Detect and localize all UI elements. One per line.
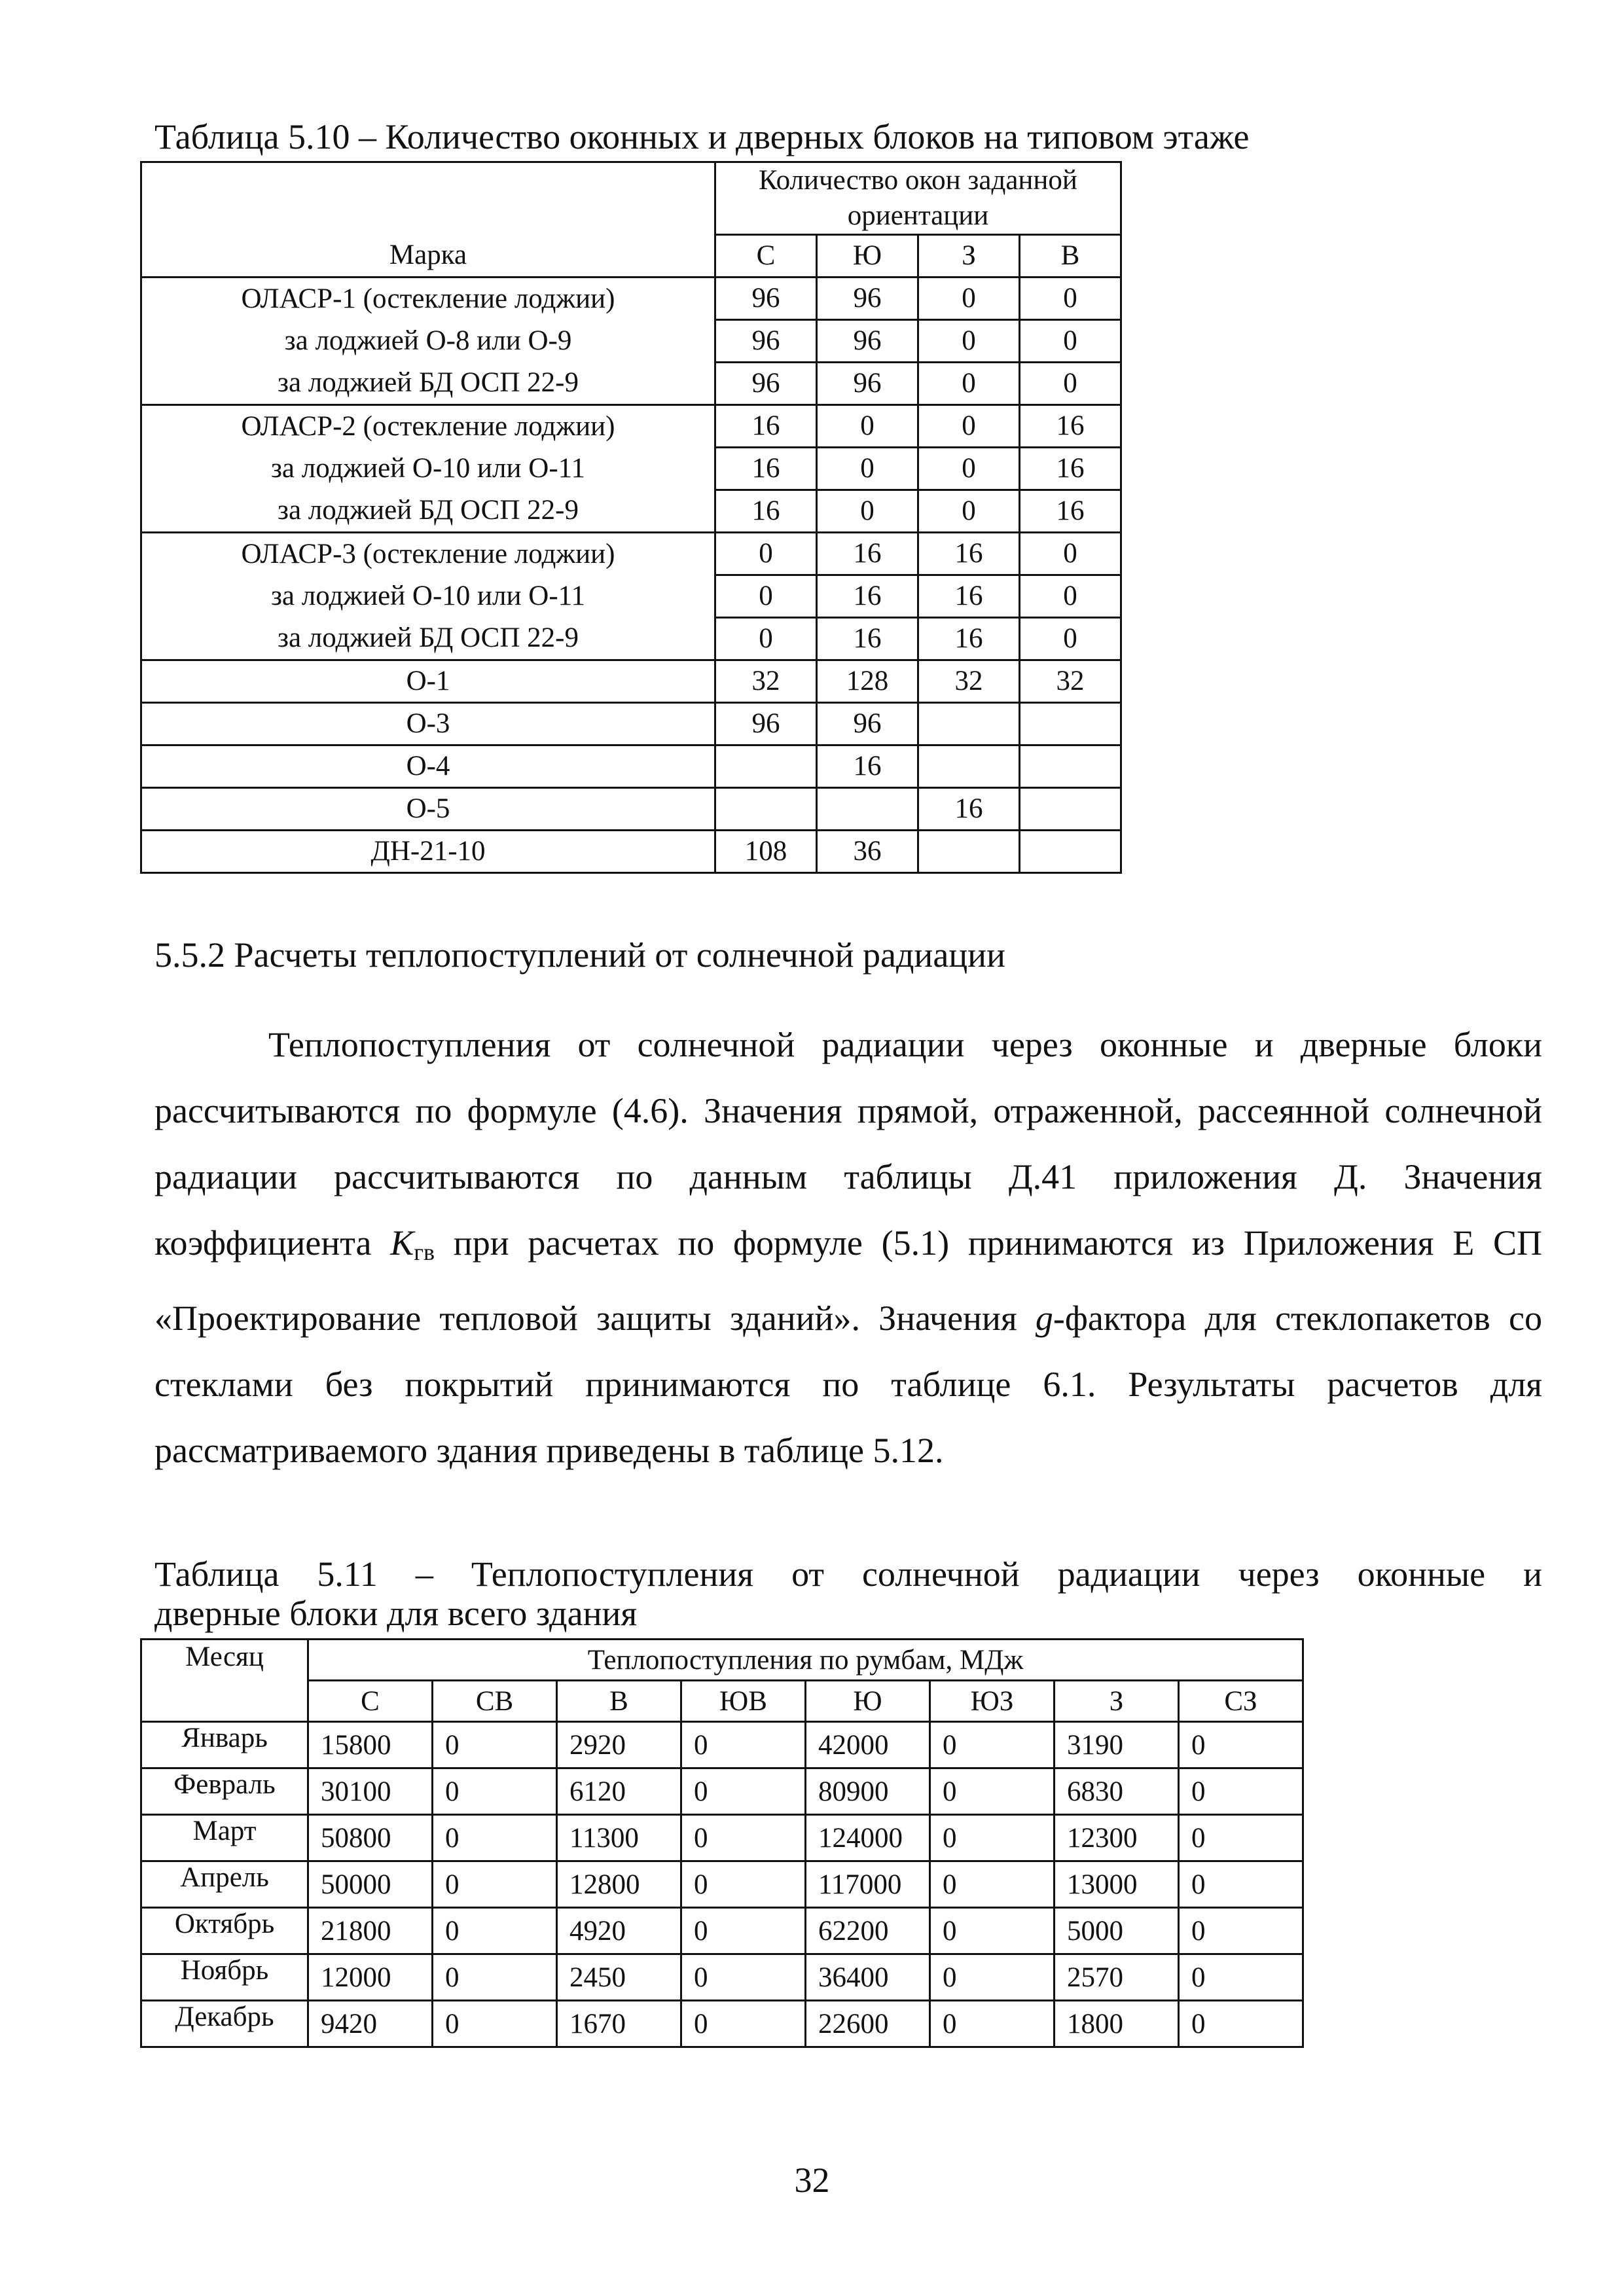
count-cell: 108 xyxy=(715,830,817,872)
table-row xyxy=(141,447,1121,490)
count-cell: 32 xyxy=(715,660,817,702)
heat-gain-cell: 2570 xyxy=(1055,1954,1179,2001)
mark-cell: ОЛАСР-1 (остекление лоджии) xyxy=(141,277,715,319)
count-cell: 16 xyxy=(817,532,918,575)
heat-gain-cell: 0 xyxy=(433,1954,557,2001)
table-row xyxy=(141,277,1121,319)
heat-gain-cell: 0 xyxy=(681,1722,806,1768)
heat-gain-cell: 2920 xyxy=(557,1722,681,1768)
heat-gain-cell: 0 xyxy=(1179,1954,1303,2001)
table-row xyxy=(141,830,1121,872)
table-5-11-caption-line1: Таблица 5.11 – Теплопоступления от солнечной радиации через оконные и xyxy=(154,1554,1542,1594)
count-cell: 16 xyxy=(918,787,1020,830)
count-cell: 96 xyxy=(817,319,918,362)
heat-gain-cell: 1800 xyxy=(1055,2001,1179,2047)
direction-header: ЮВ xyxy=(681,1681,806,1722)
heat-gain-cell: 0 xyxy=(433,1722,557,1768)
count-cell: 16 xyxy=(918,617,1020,660)
heat-gain-cell: 0 xyxy=(433,1861,557,1908)
heat-gain-cell: 50000 xyxy=(308,1861,433,1908)
count-cell xyxy=(715,787,817,830)
count-cell: 36 xyxy=(817,830,918,872)
direction-header: СЗ xyxy=(1179,1681,1303,1722)
table-row xyxy=(141,745,1121,787)
paragraph-text: при расчетах по формуле (5.1) принимаются из Приложения Е СП «Проектирование тепловой защиты зданий». Значения xyxy=(154,1223,1542,1338)
body-paragraph xyxy=(154,1012,1542,1484)
heat-gain-cell: 0 xyxy=(1179,1768,1303,1815)
table-row xyxy=(141,575,1121,617)
heat-gain-cell: 0 xyxy=(681,2001,806,2047)
empty-header-cell xyxy=(141,162,715,235)
paragraph-text: -фактора для стеклопакетов со стеклами без покрытий принимаются по таблице 6.1. Результаты расчетов для рассматриваемого здания приведены в таблице 5.12. xyxy=(154,1299,1542,1470)
heat-gain-cell: 12000 xyxy=(308,1954,433,2001)
table-row xyxy=(141,1861,1303,1908)
heat-gain-cell: 0 xyxy=(930,1861,1055,1908)
count-cell: 32 xyxy=(1020,660,1121,702)
section-heading: 5.5.2 Расчеты теплопоступлений от солнечной радиации xyxy=(154,935,1005,975)
direction-header: ЮЗ xyxy=(930,1681,1055,1722)
heat-gain-cell: 6120 xyxy=(557,1768,681,1815)
mark-cell: О-5 xyxy=(141,787,715,830)
heat-gain-cell: 0 xyxy=(433,1768,557,1815)
heat-gain-cell: 0 xyxy=(1179,1908,1303,1954)
heat-gain-cell: 1670 xyxy=(557,2001,681,2047)
heat-gain-cell: 36400 xyxy=(806,1954,930,2001)
heat-gain-cell: 0 xyxy=(1179,1815,1303,1861)
count-cell: 0 xyxy=(1020,362,1121,404)
count-cell xyxy=(918,702,1020,745)
mark-cell: ОЛАСР-2 (остекление лоджии) xyxy=(141,404,715,447)
heat-gain-cell: 80900 xyxy=(806,1768,930,1815)
count-cell xyxy=(817,787,918,830)
count-cell: 0 xyxy=(715,617,817,660)
count-cell: 0 xyxy=(918,490,1020,532)
orientation-header: С xyxy=(715,234,817,277)
count-cell: 16 xyxy=(817,575,918,617)
heat-gain-cell: 0 xyxy=(1179,2001,1303,2047)
count-cell: 0 xyxy=(1020,532,1121,575)
month-cell: Март xyxy=(141,1815,308,1861)
heat-gain-cell: 5000 xyxy=(1055,1908,1179,1954)
mark-cell: О-1 xyxy=(141,660,715,702)
mark-cell: за лоджией БД ОСП 22-9 xyxy=(141,490,715,532)
table-row xyxy=(141,787,1121,830)
heat-gain-cell: 42000 xyxy=(806,1722,930,1768)
heat-gain-cell: 0 xyxy=(1179,1722,1303,1768)
count-cell: 96 xyxy=(715,277,817,319)
table-5-10 xyxy=(140,161,1122,874)
heat-gain-cell: 0 xyxy=(930,1722,1055,1768)
count-cell: 0 xyxy=(1020,319,1121,362)
heat-gain-cell: 62200 xyxy=(806,1908,930,1954)
mark-cell: ОЛАСР-3 (остекление лоджии) xyxy=(141,532,715,575)
table-row xyxy=(141,1768,1303,1815)
direction-header: В xyxy=(557,1681,681,1722)
k-symbol: K xyxy=(390,1223,414,1263)
direction-header: З xyxy=(1055,1681,1179,1722)
count-cell: 0 xyxy=(817,404,918,447)
direction-header: Ю xyxy=(806,1681,930,1722)
paragraph-text: Теплопоступления от солнечной радиации через оконные и дверные блоки рассчитываются по формуле (4.6). Значения прямой, отраженной, рассеянной солнечной радиации рассчитываются по данным таблицы Д.41 приложения Д. Значения коэффициента xyxy=(154,1025,1542,1263)
heat-gain-cell: 0 xyxy=(433,1908,557,1954)
heat-gain-cell: 22600 xyxy=(806,2001,930,2047)
table-row xyxy=(141,1815,1303,1861)
heat-gain-cell: 0 xyxy=(930,2001,1055,2047)
count-cell: 0 xyxy=(918,447,1020,490)
heat-gain-cell: 6830 xyxy=(1055,1768,1179,1815)
count-cell: 16 xyxy=(1020,447,1121,490)
mark-cell: за лоджией О-8 или О-9 xyxy=(141,319,715,362)
heat-gain-cell: 0 xyxy=(930,1908,1055,1954)
count-cell: 96 xyxy=(715,319,817,362)
count-cell: 32 xyxy=(918,660,1020,702)
count-cell: 16 xyxy=(918,532,1020,575)
k-subscript: гв xyxy=(414,1239,435,1265)
count-cell: 16 xyxy=(1020,490,1121,532)
table-5-11 xyxy=(140,1638,1304,2048)
heat-gain-cell: 0 xyxy=(681,1954,806,2001)
heat-gain-cell: 0 xyxy=(681,1861,806,1908)
count-cell xyxy=(1020,830,1121,872)
count-cell: 0 xyxy=(817,490,918,532)
heat-gain-cell: 0 xyxy=(1179,1861,1303,1908)
heat-gain-cell: 50800 xyxy=(308,1815,433,1861)
orientation-header: В xyxy=(1020,234,1121,277)
heat-gain-cell: 0 xyxy=(930,1954,1055,2001)
count-cell: 96 xyxy=(715,362,817,404)
count-cell: 0 xyxy=(918,277,1020,319)
heat-gain-cell: 13000 xyxy=(1055,1861,1179,1908)
count-cell: 96 xyxy=(817,277,918,319)
table-row xyxy=(141,617,1121,660)
heat-gain-cell: 3190 xyxy=(1055,1722,1179,1768)
direction-group-header: Теплопоступления по румбам, МДж xyxy=(308,1640,1303,1681)
page-number: 32 xyxy=(794,2161,830,2200)
count-cell: 16 xyxy=(715,490,817,532)
heat-gain-cell: 12300 xyxy=(1055,1815,1179,1861)
month-cell: Ноябрь xyxy=(141,1954,308,2001)
heat-gain-cell: 9420 xyxy=(308,2001,433,2047)
month-cell: Октябрь xyxy=(141,1908,308,1954)
month-cell: Апрель xyxy=(141,1861,308,1908)
g-symbol: g xyxy=(1035,1299,1053,1338)
table-row xyxy=(141,2001,1303,2047)
heat-gain-cell: 124000 xyxy=(806,1815,930,1861)
direction-header: С xyxy=(308,1681,433,1722)
mark-cell: за лоджией О-10 или О-11 xyxy=(141,575,715,617)
heat-gain-cell: 0 xyxy=(930,1815,1055,1861)
table-row xyxy=(141,404,1121,447)
heat-gain-cell: 15800 xyxy=(308,1722,433,1768)
table-5-11-caption-line2: дверные блоки для всего здания xyxy=(154,1594,638,1633)
table-row xyxy=(141,1954,1303,2001)
heat-gain-cell: 0 xyxy=(930,1768,1055,1815)
table-row xyxy=(141,319,1121,362)
count-cell xyxy=(1020,745,1121,787)
heat-gain-cell: 0 xyxy=(433,1815,557,1861)
mark-cell: за лоджией О-10 или О-11 xyxy=(141,447,715,490)
table-row xyxy=(141,490,1121,532)
table-row xyxy=(141,702,1121,745)
mark-cell: за лоджией БД ОСП 22-9 xyxy=(141,362,715,404)
month-cell: Январь xyxy=(141,1722,308,1768)
month-cell: Февраль xyxy=(141,1768,308,1815)
heat-gain-cell: 30100 xyxy=(308,1768,433,1815)
count-cell: 0 xyxy=(1020,617,1121,660)
table-row xyxy=(141,660,1121,702)
heat-gain-cell: 12800 xyxy=(557,1861,681,1908)
count-cell: 0 xyxy=(715,575,817,617)
mark-cell: О-4 xyxy=(141,745,715,787)
mark-cell: за лоджией БД ОСП 22-9 xyxy=(141,617,715,660)
count-cell: 0 xyxy=(918,362,1020,404)
count-cell xyxy=(1020,702,1121,745)
heat-gain-cell: 0 xyxy=(681,1908,806,1954)
heat-gain-cell: 0 xyxy=(681,1768,806,1815)
count-cell xyxy=(918,745,1020,787)
table-row xyxy=(141,1908,1303,1954)
mark-column-header: Марка xyxy=(141,234,715,277)
heat-gain-cell: 0 xyxy=(681,1815,806,1861)
count-cell: 16 xyxy=(715,447,817,490)
orientation-header: З xyxy=(918,234,1020,277)
orientation-header: Ю xyxy=(817,234,918,277)
count-cell: 0 xyxy=(918,319,1020,362)
orientation-group-header: Количество окон заданной ориентации xyxy=(715,162,1121,235)
table-5-10-caption: Таблица 5.10 – Количество оконных и дверных блоков на типовом этаже xyxy=(154,117,1250,156)
count-cell: 16 xyxy=(817,617,918,660)
count-cell xyxy=(1020,787,1121,830)
count-cell: 96 xyxy=(817,362,918,404)
count-cell xyxy=(715,745,817,787)
mark-cell: ДН-21-10 xyxy=(141,830,715,872)
count-cell: 0 xyxy=(1020,575,1121,617)
heat-gain-cell: 21800 xyxy=(308,1908,433,1954)
table-row xyxy=(141,362,1121,404)
count-cell xyxy=(918,830,1020,872)
count-cell: 96 xyxy=(817,702,918,745)
direction-header: СВ xyxy=(433,1681,557,1722)
heat-gain-cell: 4920 xyxy=(557,1908,681,1954)
count-cell: 16 xyxy=(918,575,1020,617)
count-cell: 0 xyxy=(918,404,1020,447)
table-row xyxy=(141,532,1121,575)
count-cell: 0 xyxy=(715,532,817,575)
mark-cell: О-3 xyxy=(141,702,715,745)
count-cell: 16 xyxy=(715,404,817,447)
count-cell: 0 xyxy=(1020,277,1121,319)
count-cell: 128 xyxy=(817,660,918,702)
count-cell: 16 xyxy=(1020,404,1121,447)
heat-gain-cell: 11300 xyxy=(557,1815,681,1861)
count-cell: 96 xyxy=(715,702,817,745)
month-column-header: Месяц xyxy=(141,1640,308,1722)
month-cell: Декабрь xyxy=(141,2001,308,2047)
heat-gain-cell: 2450 xyxy=(557,1954,681,2001)
count-cell: 0 xyxy=(817,447,918,490)
heat-gain-cell: 0 xyxy=(433,2001,557,2047)
table-row xyxy=(141,1722,1303,1768)
count-cell: 16 xyxy=(817,745,918,787)
heat-gain-cell: 117000 xyxy=(806,1861,930,1908)
